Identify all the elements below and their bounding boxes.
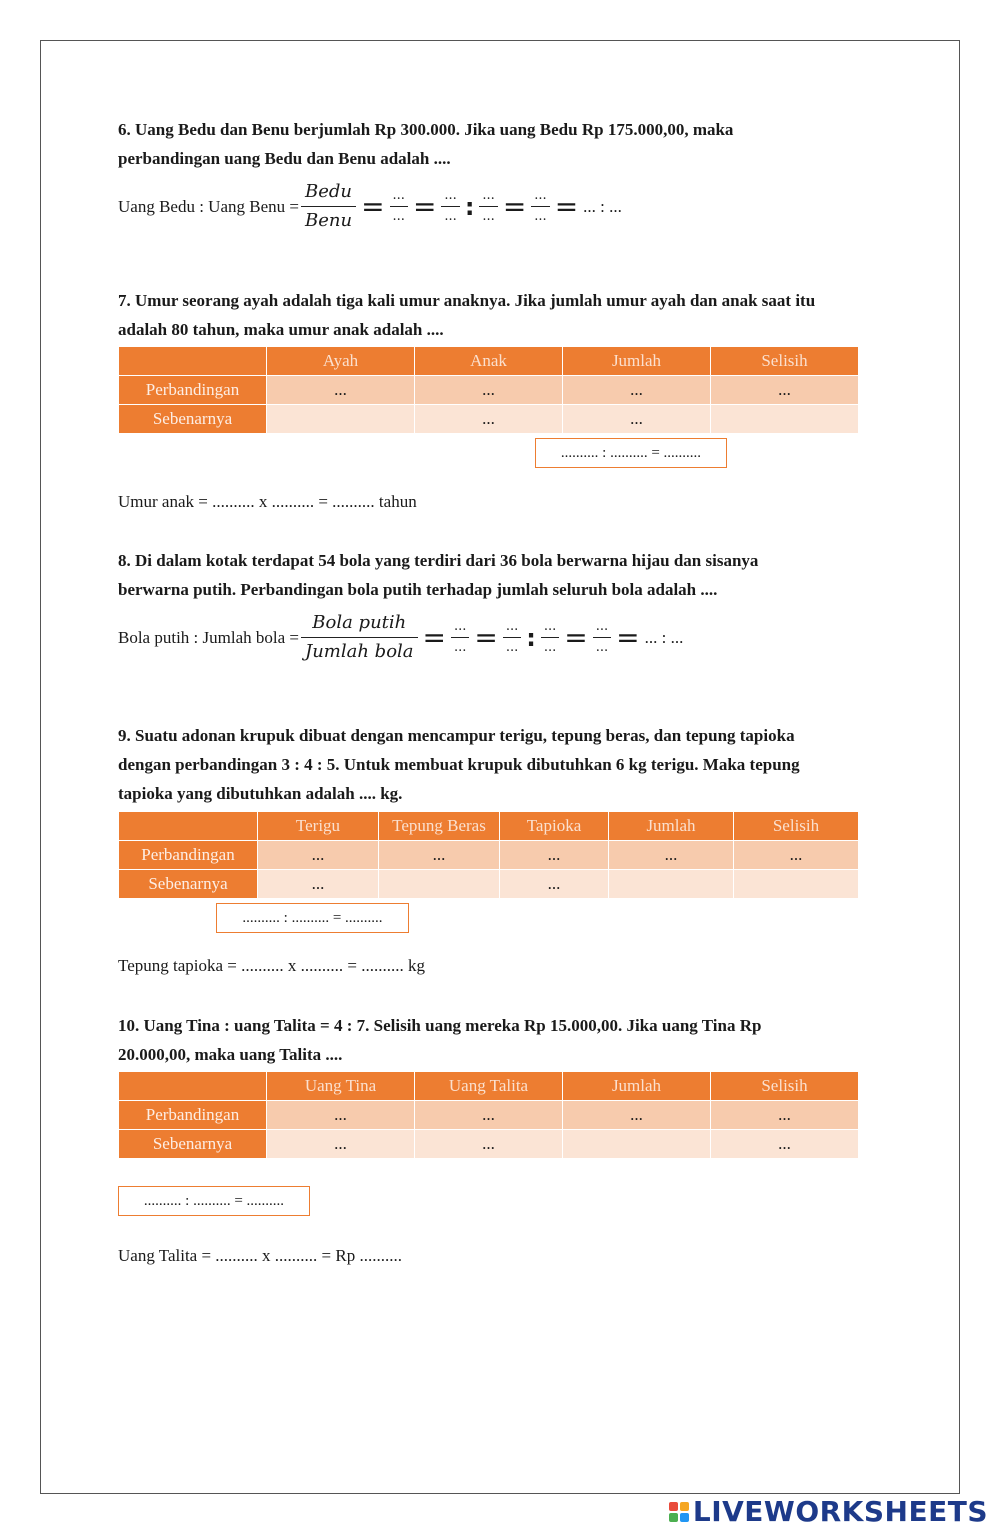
fraction-blank[interactable] xyxy=(479,186,497,227)
fraction-denominator: Benu xyxy=(304,210,353,231)
table-header-row xyxy=(119,1072,859,1101)
answer-cell[interactable]: ... xyxy=(267,376,415,405)
ratio-result[interactable]: ... : ... xyxy=(583,196,622,216)
question-7 xyxy=(118,286,888,344)
fraction-blank[interactable] xyxy=(503,617,521,658)
answer-cell[interactable]: ... xyxy=(267,1130,415,1159)
question-6 xyxy=(118,115,888,173)
equals-sign: = xyxy=(616,620,640,654)
question-8-line-2: berwarna putih. Perbandingan bola putih terhadap jumlah seluruh bola adalah .... xyxy=(118,580,718,599)
equation-label: Bola putih : Jumlah bola = xyxy=(118,627,299,647)
logo-square-green xyxy=(669,1513,678,1522)
equals-sign: = xyxy=(412,189,437,223)
blank-numerator[interactable]: ... xyxy=(534,188,547,203)
logo-square-blue xyxy=(680,1513,689,1522)
answer-cell[interactable]: ... xyxy=(267,1101,415,1130)
header-empty xyxy=(119,812,258,841)
question-10-answer[interactable]: Uang Talita = .......... x .......... = Rp .......... xyxy=(118,1246,402,1265)
header-selisih: Selisih xyxy=(711,1072,859,1101)
fraction-main xyxy=(301,178,356,235)
question-9-table xyxy=(118,811,859,899)
question-7-line-1: 7. Umur seorang ayah adalah tiga kali umur anaknya. Jika jumlah umur ayah dan anak saat itu xyxy=(118,291,816,310)
table-row xyxy=(119,376,859,405)
empty-cell xyxy=(267,405,415,434)
table-row xyxy=(119,405,859,434)
answer-cell[interactable]: ... xyxy=(500,870,609,899)
row-label-perbandingan: Perbandingan xyxy=(119,841,258,870)
header-selisih: Selisih xyxy=(711,347,859,376)
fraction-blank[interactable] xyxy=(531,186,549,227)
question-6-line-2: perbandingan uang Bedu dan Benu adalah .... xyxy=(118,149,451,168)
header-jumlah: Jumlah xyxy=(563,347,711,376)
answer-cell[interactable]: ... xyxy=(563,1101,711,1130)
answer-cell[interactable]: ... xyxy=(711,376,859,405)
table-row xyxy=(119,1130,859,1159)
question-6-equation xyxy=(118,178,622,235)
header-uang-talita: Uang Talita xyxy=(415,1072,563,1101)
question-7-table xyxy=(118,346,859,434)
blank-denominator[interactable]: ... xyxy=(444,209,457,224)
table-row xyxy=(119,841,859,870)
blank-numerator[interactable]: ... xyxy=(454,619,467,634)
fraction-blank[interactable] xyxy=(593,617,611,658)
equals-sign: = xyxy=(502,189,527,223)
question-9 xyxy=(118,721,888,808)
header-selisih: Selisih xyxy=(734,812,859,841)
row-label-sebenarnya: Sebenarnya xyxy=(119,870,258,899)
fraction-blank[interactable] xyxy=(390,186,408,227)
answer-cell[interactable]: ... xyxy=(258,870,379,899)
fraction-blank[interactable] xyxy=(451,617,469,658)
blank-denominator[interactable]: ... xyxy=(454,640,467,655)
empty-cell xyxy=(734,870,859,899)
header-empty xyxy=(119,1072,267,1101)
ratio-result[interactable]: ... : ... xyxy=(644,627,684,647)
blank-denominator[interactable]: ... xyxy=(543,640,557,655)
empty-cell xyxy=(711,405,859,434)
row-label-perbandingan: Perbandingan xyxy=(119,1101,267,1130)
question-6-line-1: 6. Uang Bedu dan Benu berjumlah Rp 300.000. Jika uang Bedu Rp 175.000,00, maka xyxy=(118,120,734,139)
answer-cell[interactable]: ... xyxy=(258,841,379,870)
table-row xyxy=(119,870,859,899)
equation-label: Uang Bedu : Uang Benu = xyxy=(118,196,299,216)
question-9-ratio-box[interactable]: .......... : .......... = .......... xyxy=(216,903,409,933)
row-label-perbandingan: Perbandingan xyxy=(119,376,267,405)
answer-cell[interactable]: ... xyxy=(609,841,734,870)
blank-numerator[interactable]: ... xyxy=(595,619,609,634)
colon-sign: : xyxy=(526,623,536,652)
answer-cell[interactable]: ... xyxy=(563,405,711,434)
table-row xyxy=(119,1101,859,1130)
answer-cell[interactable]: ... xyxy=(415,405,563,434)
question-8-equation xyxy=(118,609,683,666)
blank-numerator[interactable]: ... xyxy=(444,188,457,203)
question-7-line-2: adalah 80 tahun, maka umur anak adalah .... xyxy=(118,320,444,339)
blank-numerator[interactable]: ... xyxy=(543,619,557,634)
question-7-answer[interactable]: Umur anak = .......... x .......... = .......... tahun xyxy=(118,492,417,511)
logo-square-orange xyxy=(680,1502,689,1511)
answer-cell[interactable]: ... xyxy=(415,1130,563,1159)
row-label-sebenarnya: Sebenarnya xyxy=(119,1130,267,1159)
fraction-blank[interactable] xyxy=(541,617,559,658)
fraction-blank[interactable] xyxy=(441,186,459,227)
answer-cell[interactable]: ... xyxy=(415,1101,563,1130)
blank-numerator[interactable]: ... xyxy=(482,188,495,203)
fraction-numerator: Bola putih xyxy=(312,612,407,633)
answer-cell[interactable]: ... xyxy=(711,1101,859,1130)
header-ayah: Ayah xyxy=(267,347,415,376)
header-anak: Anak xyxy=(415,347,563,376)
header-terigu: Terigu xyxy=(258,812,379,841)
equals-sign: = xyxy=(564,620,588,654)
question-10-ratio-box[interactable]: .......... : .......... = .......... xyxy=(118,1186,310,1216)
question-9-answer[interactable]: Tepung tapioka = .......... x .......... = .......... kg xyxy=(118,956,425,975)
question-10-table xyxy=(118,1071,859,1159)
header-tepung-beras: Tepung Beras xyxy=(379,812,500,841)
question-9-line-1: 9. Suatu adonan krupuk dibuat dengan mencampur terigu, tepung beras, dan tepung tapioka xyxy=(118,726,795,745)
blank-denominator[interactable]: ... xyxy=(595,640,609,655)
fraction-main xyxy=(301,609,418,666)
equals-sign: = xyxy=(361,189,385,223)
empty-cell xyxy=(379,870,500,899)
fraction-numerator: Bedu xyxy=(305,181,353,202)
colon-sign: : xyxy=(464,192,475,221)
header-jumlah: Jumlah xyxy=(609,812,734,841)
equals-sign: = xyxy=(474,620,498,654)
answer-cell[interactable]: ... xyxy=(734,841,859,870)
blank-numerator[interactable]: ... xyxy=(505,619,519,634)
blank-denominator[interactable]: ... xyxy=(534,209,547,224)
liveworksheets-logo-icon xyxy=(669,1502,689,1522)
blank-denominator[interactable]: ... xyxy=(392,209,405,224)
question-10-line-1: 10. Uang Tina : uang Talita = 4 : 7. Selisih uang mereka Rp 15.000,00. Jika uang Tina Rp xyxy=(118,1016,762,1035)
answer-cell[interactable]: ... xyxy=(379,841,500,870)
header-jumlah: Jumlah xyxy=(563,1072,711,1101)
row-label-sebenarnya: Sebenarnya xyxy=(119,405,267,434)
empty-cell xyxy=(609,870,734,899)
answer-cell[interactable]: ... xyxy=(415,376,563,405)
fraction-denominator: Jumlah bola xyxy=(305,641,414,662)
logo-square-red xyxy=(669,1502,678,1511)
table-header-row xyxy=(119,347,859,376)
question-10 xyxy=(118,1011,888,1069)
blank-denominator[interactable]: ... xyxy=(505,640,519,655)
liveworksheets-logo[interactable] xyxy=(669,1495,988,1528)
equals-sign: = xyxy=(554,189,579,223)
header-uang-tina: Uang Tina xyxy=(267,1072,415,1101)
empty-cell xyxy=(563,1130,711,1159)
question-8 xyxy=(118,546,888,604)
question-8-line-1: 8. Di dalam kotak terdapat 54 bola yang terdiri dari 36 bola berwarna hijau dan sisanya xyxy=(118,551,759,570)
blank-denominator[interactable]: ... xyxy=(482,209,495,224)
answer-cell[interactable]: ... xyxy=(563,376,711,405)
header-empty xyxy=(119,347,267,376)
answer-cell[interactable]: ... xyxy=(711,1130,859,1159)
blank-numerator[interactable]: ... xyxy=(392,188,405,203)
table-header-row xyxy=(119,812,859,841)
answer-cell[interactable]: ... xyxy=(500,841,609,870)
liveworksheets-logo-text: LIVEWORKSHEETS xyxy=(692,1495,988,1528)
question-7-ratio-box[interactable]: .......... : .......... = .......... xyxy=(535,438,727,468)
question-9-line-2: dengan perbandingan 3 : 4 : 5. Untuk membuat krupuk dibutuhkan 6 kg terigu. Maka tepung xyxy=(118,755,800,774)
question-10-line-2: 20.000,00, maka uang Talita .... xyxy=(118,1045,343,1064)
question-9-line-3: tapioka yang dibutuhkan adalah .... kg. xyxy=(118,784,403,803)
header-tapioka: Tapioka xyxy=(500,812,609,841)
equals-sign: = xyxy=(422,620,446,654)
